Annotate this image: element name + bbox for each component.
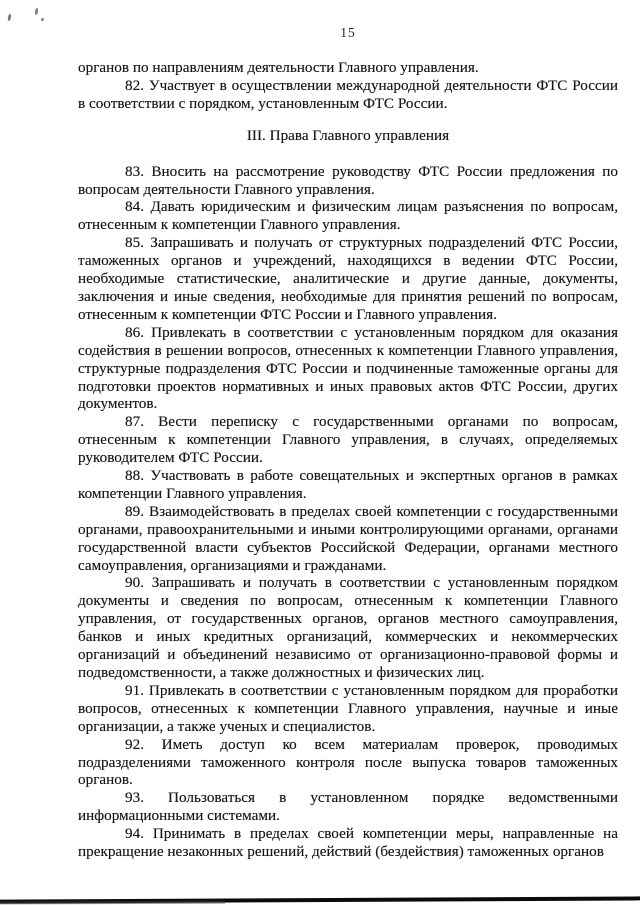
document-paragraph: 87. Вести переписку с государственными органами по вопросам, отнесенным к компетенции Главного управления, в случаях, определяемых руководителем ФТС России. (78, 413, 618, 467)
page-number: 15 (340, 25, 356, 40)
document-paragraph: 89. Взаимодействовать в пределах своей компетенции с государственными органами, правоохранительными и иными контролирующими органами, органами государственной власти субъектов Российской Федерации, органами местного самоуправления, организациями и гражданами. (78, 502, 618, 574)
document-paragraph: 91. Привлекать в соответствии с установленным порядком для проработки вопросов, отнесенных к компетенции Главного управления, научные и иные организации, а также ученых и специалистов. (78, 681, 618, 735)
document-paragraph: 92. Иметь доступ ко всем материалам проверок, проводимых подразделениями таможенного контроля после выпуска товаров таможенных органов. (78, 735, 618, 789)
scan-speck (7, 14, 12, 22)
scan-edge-smudge (0, 901, 225, 905)
document-paragraph: 82. Участвует в осуществлении международной деятельности ФТС России в соответствии с порядком, установленным ФТС России. (78, 76, 618, 112)
document-paragraph: органов по направлениям деятельности Главного управления. (78, 59, 479, 76)
document-paragraph: 86. Привлекать в соответствии с установленным порядком для оказания содействия в решении вопросов, отнесенных к компетенции Главного управления, структурные подразделения ФТС России и подчиненные таможенные органы для подготовки проектов нормативных и иных правовых актов ФТС России, других документов. (78, 323, 618, 413)
section-heading: III. Права Главного управления (246, 126, 450, 144)
scan-speck (41, 18, 44, 21)
scan-speck (34, 8, 38, 15)
document-paragraph: 88. Участвовать в работе совещательных и экспертных органов в рамках компетенции Главного управления. (78, 467, 618, 502)
document-paragraph: 93. Пользоваться в установленном порядке ведомственными информационными системами. (78, 789, 618, 825)
document-body (78, 59, 618, 861)
document-paragraph: 83. Вносить на рассмотрение руководству ФТС России предложения по вопросам деятельности Главного управления. (78, 162, 618, 198)
document-paragraph: 84. Давать юридическим и физическим лицам разъяснения по вопросам, отнесенным к компетенции Главного управления. (78, 198, 618, 234)
document-paragraph: 90. Запрашивать и получать в соответствии с установленным порядком документы и сведения по вопросам, отнесенным к компетенции Главного управления, от государственных органов, органов местного самоуправления, банков и иных кредитных организаций, коммерческих и некоммерческих организаций и объединений независимо от организационно-правовой формы и подведомственности, а также должностных и физических лиц. (78, 574, 618, 681)
document-paragraph: 85. Запрашивать и получать от структурных подразделений ФТС России, таможенных органов и учреждений, находящихся в ведении ФТС России, необходимые статистические, аналитические и другие данные, документы, заключения и иные сведения, необходимые для принятия решений по вопросам, отнесенным к компетенции ФТС России и Главного управления. (78, 234, 618, 323)
document-paragraph: 94. Принимать в пределах своей компетенции меры, направленные на прекращение незаконных решений, действий (бездействия) таможенных органов (78, 825, 618, 861)
